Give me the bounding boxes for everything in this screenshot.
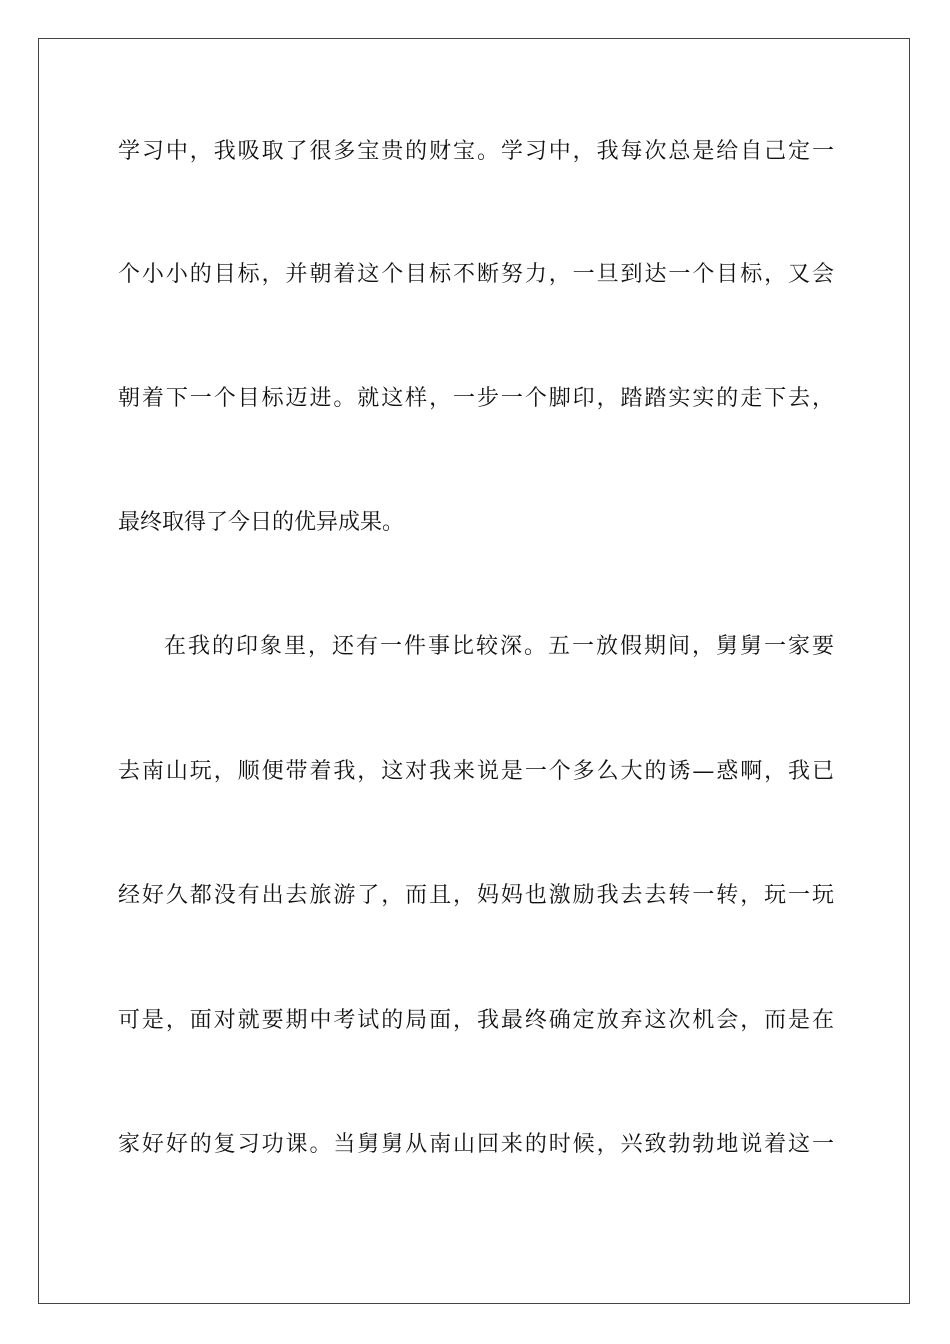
paragraph-line-4: 最终取得了今日的优异成果。 — [118, 510, 405, 535]
paragraph-line-5: 在我的印象里，还有一件事比较深。五一放假期间，舅舅一家要 — [164, 634, 834, 659]
page-frame — [38, 38, 910, 1304]
paragraph-line-2: 个小小的目标，并朝着这个目标不断努力，一旦到达一个目标，又会 — [118, 262, 834, 287]
paragraph-line-1: 学习中，我吸取了很多宝贵的财宝。学习中，我每次总是给自己定一 — [118, 139, 834, 164]
paragraph-line-6: 去南山玩，顺便带着我，这对我来说是一个多么大的诱—惑啊，我已 — [118, 759, 834, 784]
paragraph-line-8: 可是，面对就要期中考试的局面，我最终确定放弃这次机会，而是在 — [118, 1008, 834, 1033]
paragraph-line-9: 家好好的复习功课。当舅舅从南山回来的时候，兴致勃勃地说着这一 — [118, 1132, 834, 1157]
paragraph-line-3: 朝着下一个目标迈进。就这样，一步一个脚印，踏踏实实的走下去， — [118, 386, 834, 411]
paragraph-line-7: 经好久都没有出去旅游了，而且，妈妈也激励我去去转一转，玩一玩 — [118, 883, 834, 908]
